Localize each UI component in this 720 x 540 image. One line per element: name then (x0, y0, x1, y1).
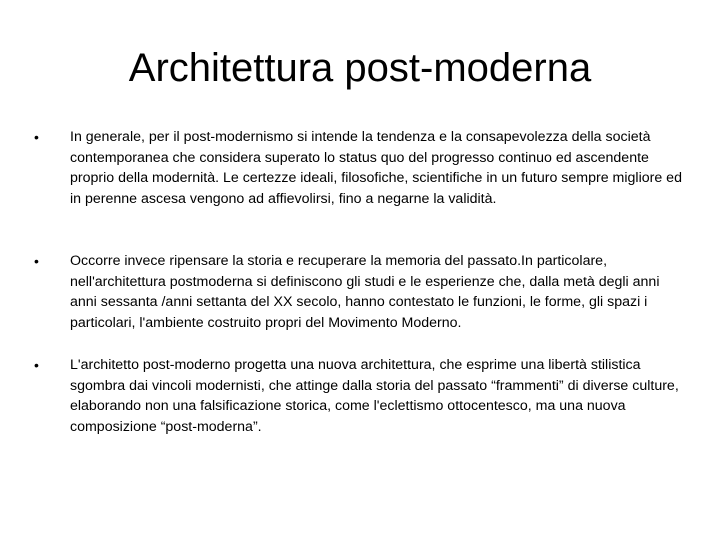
bullet-text: L'architetto post-moderno progetta una nuova architettura, che esprime una libertà stilistica sgombra dai vincoli modernisti, che attinge dalla storia del passato “frammenti” di diverse culture, elaborando non una falsificazione storica, come l'eclettismo ottocentesco, ma una nuova composizione “post-moderna”. (70, 357, 679, 435)
bullet-marker: • (34, 129, 39, 145)
slide-title: Architettura post-moderna (128, 46, 592, 90)
bullet-marker: • (34, 253, 39, 269)
bullet-text: In generale, per il post-modernismo si intende la tendenza e la consapevolezza della società contemporanea che considera superato lo status quo del progresso continuo ed ascendente proprio della modernità. Le certezze ideali, filosofiche, scientifiche in un futuro sempre migliore ed in perenne ascesa vengono ad affievolirsi, fino a negarne la validità. (70, 129, 682, 207)
bullet-marker: • (34, 357, 39, 373)
bullet-text: Occorre invece ripensare la storia e recuperare la memoria del passato.In particolare, nell'architettura postmoderna si definiscono gli studi e le esperienze che, dalla metà degli anni anni sessanta /anni settanta del XX secolo, hanno contestato le funzioni, le forme, gli spazi i particolari, l'ambiente costruito propri del Movimento Moderno. (70, 253, 660, 331)
